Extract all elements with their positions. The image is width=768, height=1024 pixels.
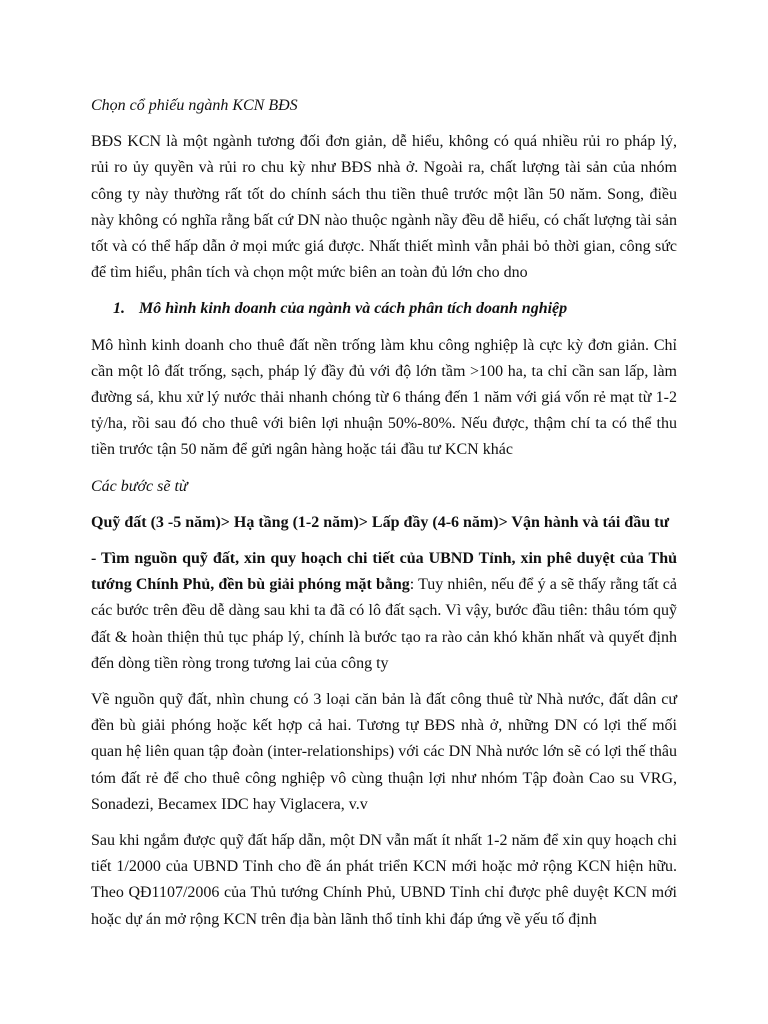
section-heading-text: Mô hình kinh doanh của ngành và cách phân tích doanh nghiệp [139,300,568,318]
step1-rest: : Tuy nhiên, nếu để ý a sẽ thấy rằng tất cả các bước trên đều dễ dàng sau khi ta đã có lô đất sạch. Vì vậy, bước đầu tiên: thâu tóm quỹ đất & hoàn thiện thủ tục pháp lý, chính là bước tạo ra rào cản khó khăn nhất và quyết định đến dòng tiền ròng trong tương lai của công ty [91,576,678,672]
document-title: Chọn cổ phiếu ngành KCN BĐS [91,97,298,114]
land-source-paragraph: Về nguồn quỹ đất, nhìn chung có 3 loại căn bản là đất công thuê từ Nhà nước, đất dân cư đền bù giải phóng hoặc kết hợp cả hai. Tương tự BĐS nhà ở, những DN có lợi thế mối quan hệ liên quan tập đoàn (inter-relationships) với các DN Nhà nước lớn sẽ có lợi thế thâu tóm đất rẻ để cho thuê công nghiệp vô cùng thuận lợi như nhóm Tập đoàn Cao su VRG, Sonadezi, Becamex IDC hay Viglacera, v.v [91,691,677,813]
planning-paragraph: Sau khi ngắm được quỹ đất hấp dẫn, một DN vẫn mất ít nhất 1-2 năm để xin quy hoạch chi tiết 1/2000 của UBND Tỉnh cho đề án phát triển KCN mới hoặc mở rộng KCN hiện hữu. Theo QĐ1107/2006 của Thủ tướng Chính Phủ, UBND Tỉnh chỉ được phê duyệt KCN mới hoặc dự án mở rộng KCN trên địa bàn lãnh thổ tỉnh khi đáp ứng về yếu tố định [91,832,677,928]
steps-sequence: Quỹ đất (3 -5 năm)> Hạ tầng (1-2 năm)> Lấp đầy (4-6 năm)> Vận hành và tái đầu tư [91,513,670,531]
steps-label: Các bước sẽ từ [91,477,188,495]
document-page [91,93,677,943]
step1-bold-lead: - Tìm nguồn quỹ đất, xin quy hoạch chi tiết của UBND Tỉnh, xin phê duyệt của Thủ tướng Chính Phủ, đền bù giải phóng mặt bằng [91,550,677,594]
intro-paragraph: BĐS KCN là một ngành tương đối đơn giản, dễ hiểu, không có quá nhiều rủi ro pháp lý, rủi ro ủy quyền và rủi ro chu kỳ như BĐS nhà ở. Ngoài ra, chất lượng tài sản của nhóm công ty này thường rất tốt do chính sách thu tiền thuê trước một lần 50 năm. Song, điều này không có nghĩa rằng bất cứ DN nào thuộc ngành nầy đều dễ hiểu, có chất lượng tài sản tốt và có thể hấp dẫn ở mọi mức giá được. Nhất thiết mình vẫn phải bỏ thời gian, công sức để tìm hiểu, phân tích và chọn một mức biên an toàn đủ lớn cho dno [91,133,677,282]
section-heading [91,296,677,322]
business-model-paragraph: Mô hình kinh doanh cho thuê đất nền trống làm khu công nghiệp là cực kỳ đơn giản. Chỉ cần một lô đất trống, sạch, pháp lý đầy đủ với độ lớn tầm >100 ha, ta chỉ cần san lấp, làm đường sá, khu xử lý nước thải nhanh chóng từ 6 tháng đến 1 năm với giá vốn rẻ mạt từ 1-2 tỷ/ha, rồi sau đó cho thuê với biên lợi nhuận 50%-80%. Nếu được, thậm chí ta có thể thu tiền trước tận 50 năm để gửi ngân hàng hoặc tái đầu tư KCN khác [91,336,677,459]
section-number: 1. [113,300,125,318]
step1-paragraph [91,546,677,677]
